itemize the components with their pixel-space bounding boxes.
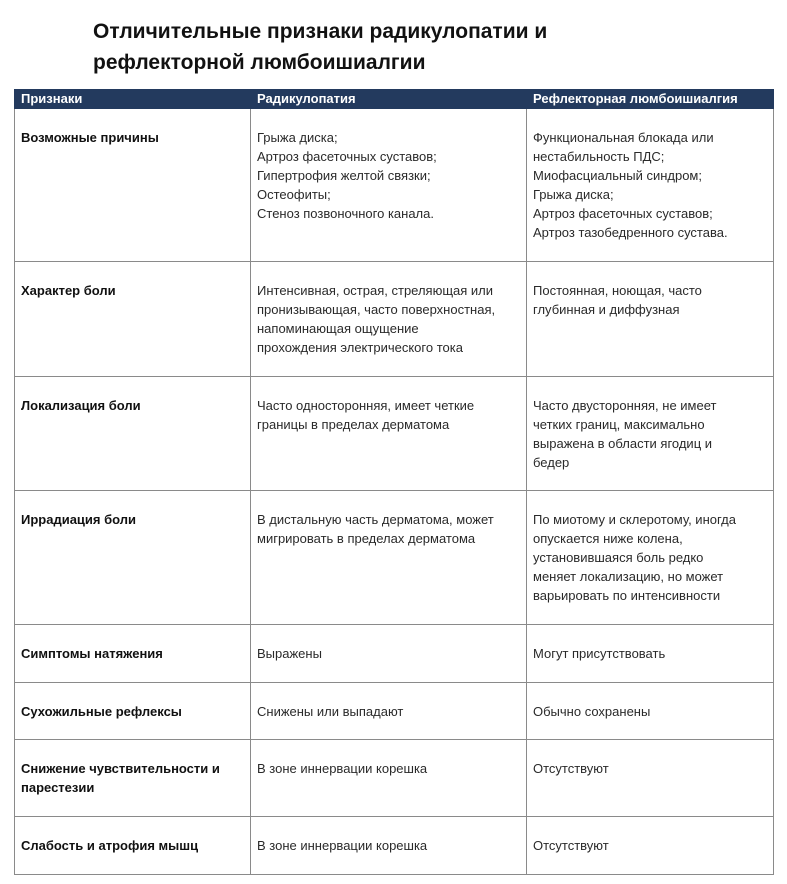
cell-line: Часто двусторонняя, не имеет — [533, 398, 717, 413]
table-row — [15, 377, 774, 491]
header-signs: Признаки — [15, 90, 251, 109]
row-label — [15, 683, 251, 740]
cell-line: бедер — [533, 455, 570, 470]
cell-line: Стеноз позвоночного канала. — [257, 206, 434, 221]
row-label-line: Возможные причины — [21, 130, 159, 145]
cell-line: нестабильность ПДС; — [533, 149, 665, 164]
header-row — [15, 90, 774, 109]
table-header — [15, 90, 774, 109]
cell-line: Выражены — [257, 646, 322, 661]
radiculopathy-cell — [251, 491, 527, 625]
page-title — [93, 16, 733, 78]
table-row — [15, 262, 774, 377]
cell-line: В зоне иннервации корешка — [257, 761, 428, 776]
comparison-table — [14, 89, 774, 875]
cell-line: Отсутствуют — [533, 838, 609, 853]
table-row — [15, 683, 774, 740]
radiculopathy-cell — [251, 683, 527, 740]
cell-line: Могут присутствовать — [533, 646, 666, 661]
cell-line: мигрировать в пределах дерматома — [257, 531, 476, 546]
cell-line: Интенсивная, острая, стреляющая или — [257, 283, 494, 298]
cell-line: варьировать по интенсивности — [533, 588, 721, 603]
lumboischialgia-cell — [527, 262, 774, 377]
cell-line: Отсутствуют — [533, 761, 609, 776]
cell-line: Гипертрофия желтой связки; — [257, 168, 431, 183]
radiculopathy-cell — [251, 740, 527, 817]
row-label-line: Иррадиация боли — [21, 512, 137, 527]
lumboischialgia-cell — [527, 109, 774, 262]
row-label-line: Снижение чувствительности и — [21, 761, 220, 776]
cell-line: Артроз тазобедренного сустава. — [533, 225, 728, 240]
row-label — [15, 262, 251, 377]
header-lumboischialgia: Рефлекторная люмбоишиалгия — [527, 90, 774, 109]
row-label-line: Локализация боли — [21, 398, 141, 413]
title-line-2: рефлекторной люмбоишиалгии — [93, 51, 426, 74]
row-label-line: Симптомы натяжения — [21, 646, 163, 661]
cell-line: Обычно сохранены — [533, 704, 651, 719]
row-label — [15, 491, 251, 625]
cell-line: выражена в области ягодиц и — [533, 436, 713, 451]
row-label — [15, 377, 251, 491]
lumboischialgia-cell — [527, 817, 774, 875]
row-label — [15, 625, 251, 683]
cell-line: Артроз фасеточных суставов; — [257, 149, 437, 164]
cell-line: Миофасциальный синдром; — [533, 168, 702, 183]
cell-line: В зоне иннервации корешка — [257, 838, 428, 853]
lumboischialgia-cell — [527, 377, 774, 491]
table-row — [15, 740, 774, 817]
cell-line: опускается ниже колена, — [533, 531, 683, 546]
table-row — [15, 817, 774, 875]
cell-line: Грыжа диска; — [257, 130, 338, 145]
header-radiculopathy: Радикулопатия — [251, 90, 527, 109]
table-body — [15, 109, 774, 875]
cell-line: напоминающая ощущение — [257, 321, 419, 336]
cell-line: Артроз фасеточных суставов; — [533, 206, 713, 221]
cell-line: четких границ, максимально — [533, 417, 705, 432]
cell-line: Снижены или выпадают — [257, 704, 404, 719]
cell-line: Часто односторонняя, имеет четкие — [257, 398, 475, 413]
title-line-1: Отличительные признаки радикулопатии и — [93, 20, 548, 43]
cell-line: меняет локализацию, но может — [533, 569, 724, 584]
row-label-line: Характер боли — [21, 283, 116, 298]
row-label-line: парестезии — [21, 780, 95, 795]
radiculopathy-cell — [251, 817, 527, 875]
radiculopathy-cell — [251, 109, 527, 262]
radiculopathy-cell — [251, 377, 527, 491]
lumboischialgia-cell — [527, 491, 774, 625]
table-row — [15, 109, 774, 262]
row-label — [15, 817, 251, 875]
cell-line: В дистальную часть дерматома, может — [257, 512, 494, 527]
table-row — [15, 625, 774, 683]
lumboischialgia-cell — [527, 740, 774, 817]
radiculopathy-cell — [251, 262, 527, 377]
cell-line: Остеофиты; — [257, 187, 331, 202]
row-label-line: Сухожильные рефлексы — [21, 704, 182, 719]
cell-line: глубинная и диффузная — [533, 302, 680, 317]
cell-line: Грыжа диска; — [533, 187, 614, 202]
cell-line: Функциональная блокада или — [533, 130, 714, 145]
cell-line: границы в пределах дерматома — [257, 417, 450, 432]
radiculopathy-cell — [251, 625, 527, 683]
table-row — [15, 491, 774, 625]
cell-line: установившаяся боль редко — [533, 550, 704, 565]
row-label-line: Слабость и атрофия мышц — [21, 838, 199, 853]
row-label — [15, 109, 251, 262]
lumboischialgia-cell — [527, 625, 774, 683]
cell-line: По миотому и склеротому, иногда — [533, 512, 736, 527]
lumboischialgia-cell — [527, 683, 774, 740]
cell-line: пронизывающая, часто поверхностная, — [257, 302, 496, 317]
row-label — [15, 740, 251, 817]
cell-line: прохождения электрического тока — [257, 340, 463, 355]
cell-line: Постоянная, ноющая, часто — [533, 283, 702, 298]
